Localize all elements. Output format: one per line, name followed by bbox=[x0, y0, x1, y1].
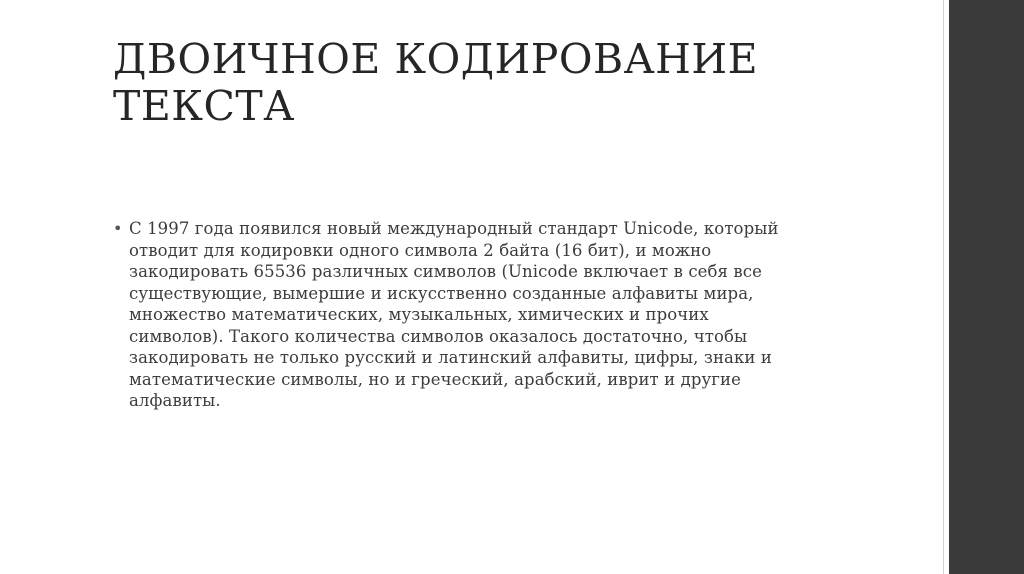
slide-content bbox=[113, 218, 833, 412]
bullet-text-line: отводит для кодировки одного символа 2 байта (16 бит), и можно bbox=[129, 240, 712, 260]
bullet-text-line: закодировать 65536 различных символов (Unicode включает в себя все bbox=[129, 262, 763, 281]
bullet-marker: • bbox=[113, 219, 123, 238]
side-divider-line bbox=[943, 0, 944, 574]
bullet-text-line: закодировать не только русский и латинский алфавиты, цифры, знаки и bbox=[129, 348, 772, 367]
bullet-text-line: математические символы, но и греческий, арабский, иврит и другие bbox=[129, 369, 742, 389]
bullet-item bbox=[113, 218, 833, 412]
side-accent-bar bbox=[949, 0, 1024, 574]
bullet-text-line: множество математических, музыкальных, химических и прочих bbox=[129, 305, 709, 324]
slide-title-line-2: ТЕКСТА bbox=[113, 82, 295, 130]
bullet-text bbox=[129, 218, 833, 412]
slide-title-line-1: ДВОИЧНОЕ КОДИРОВАНИЕ bbox=[113, 35, 759, 83]
bullet-text-line: С 1997 года появился новый международный стандарт Unicode, который bbox=[129, 219, 779, 238]
bullet-text-line: символов). Такого количества символов оказалось достаточно, чтобы bbox=[129, 326, 748, 346]
slide-title bbox=[113, 36, 913, 130]
bullet-text-line: существующие, вымершие и искусственно созданные алфавиты мира, bbox=[129, 283, 754, 303]
bullet-text-line: алфавиты. bbox=[129, 391, 221, 410]
